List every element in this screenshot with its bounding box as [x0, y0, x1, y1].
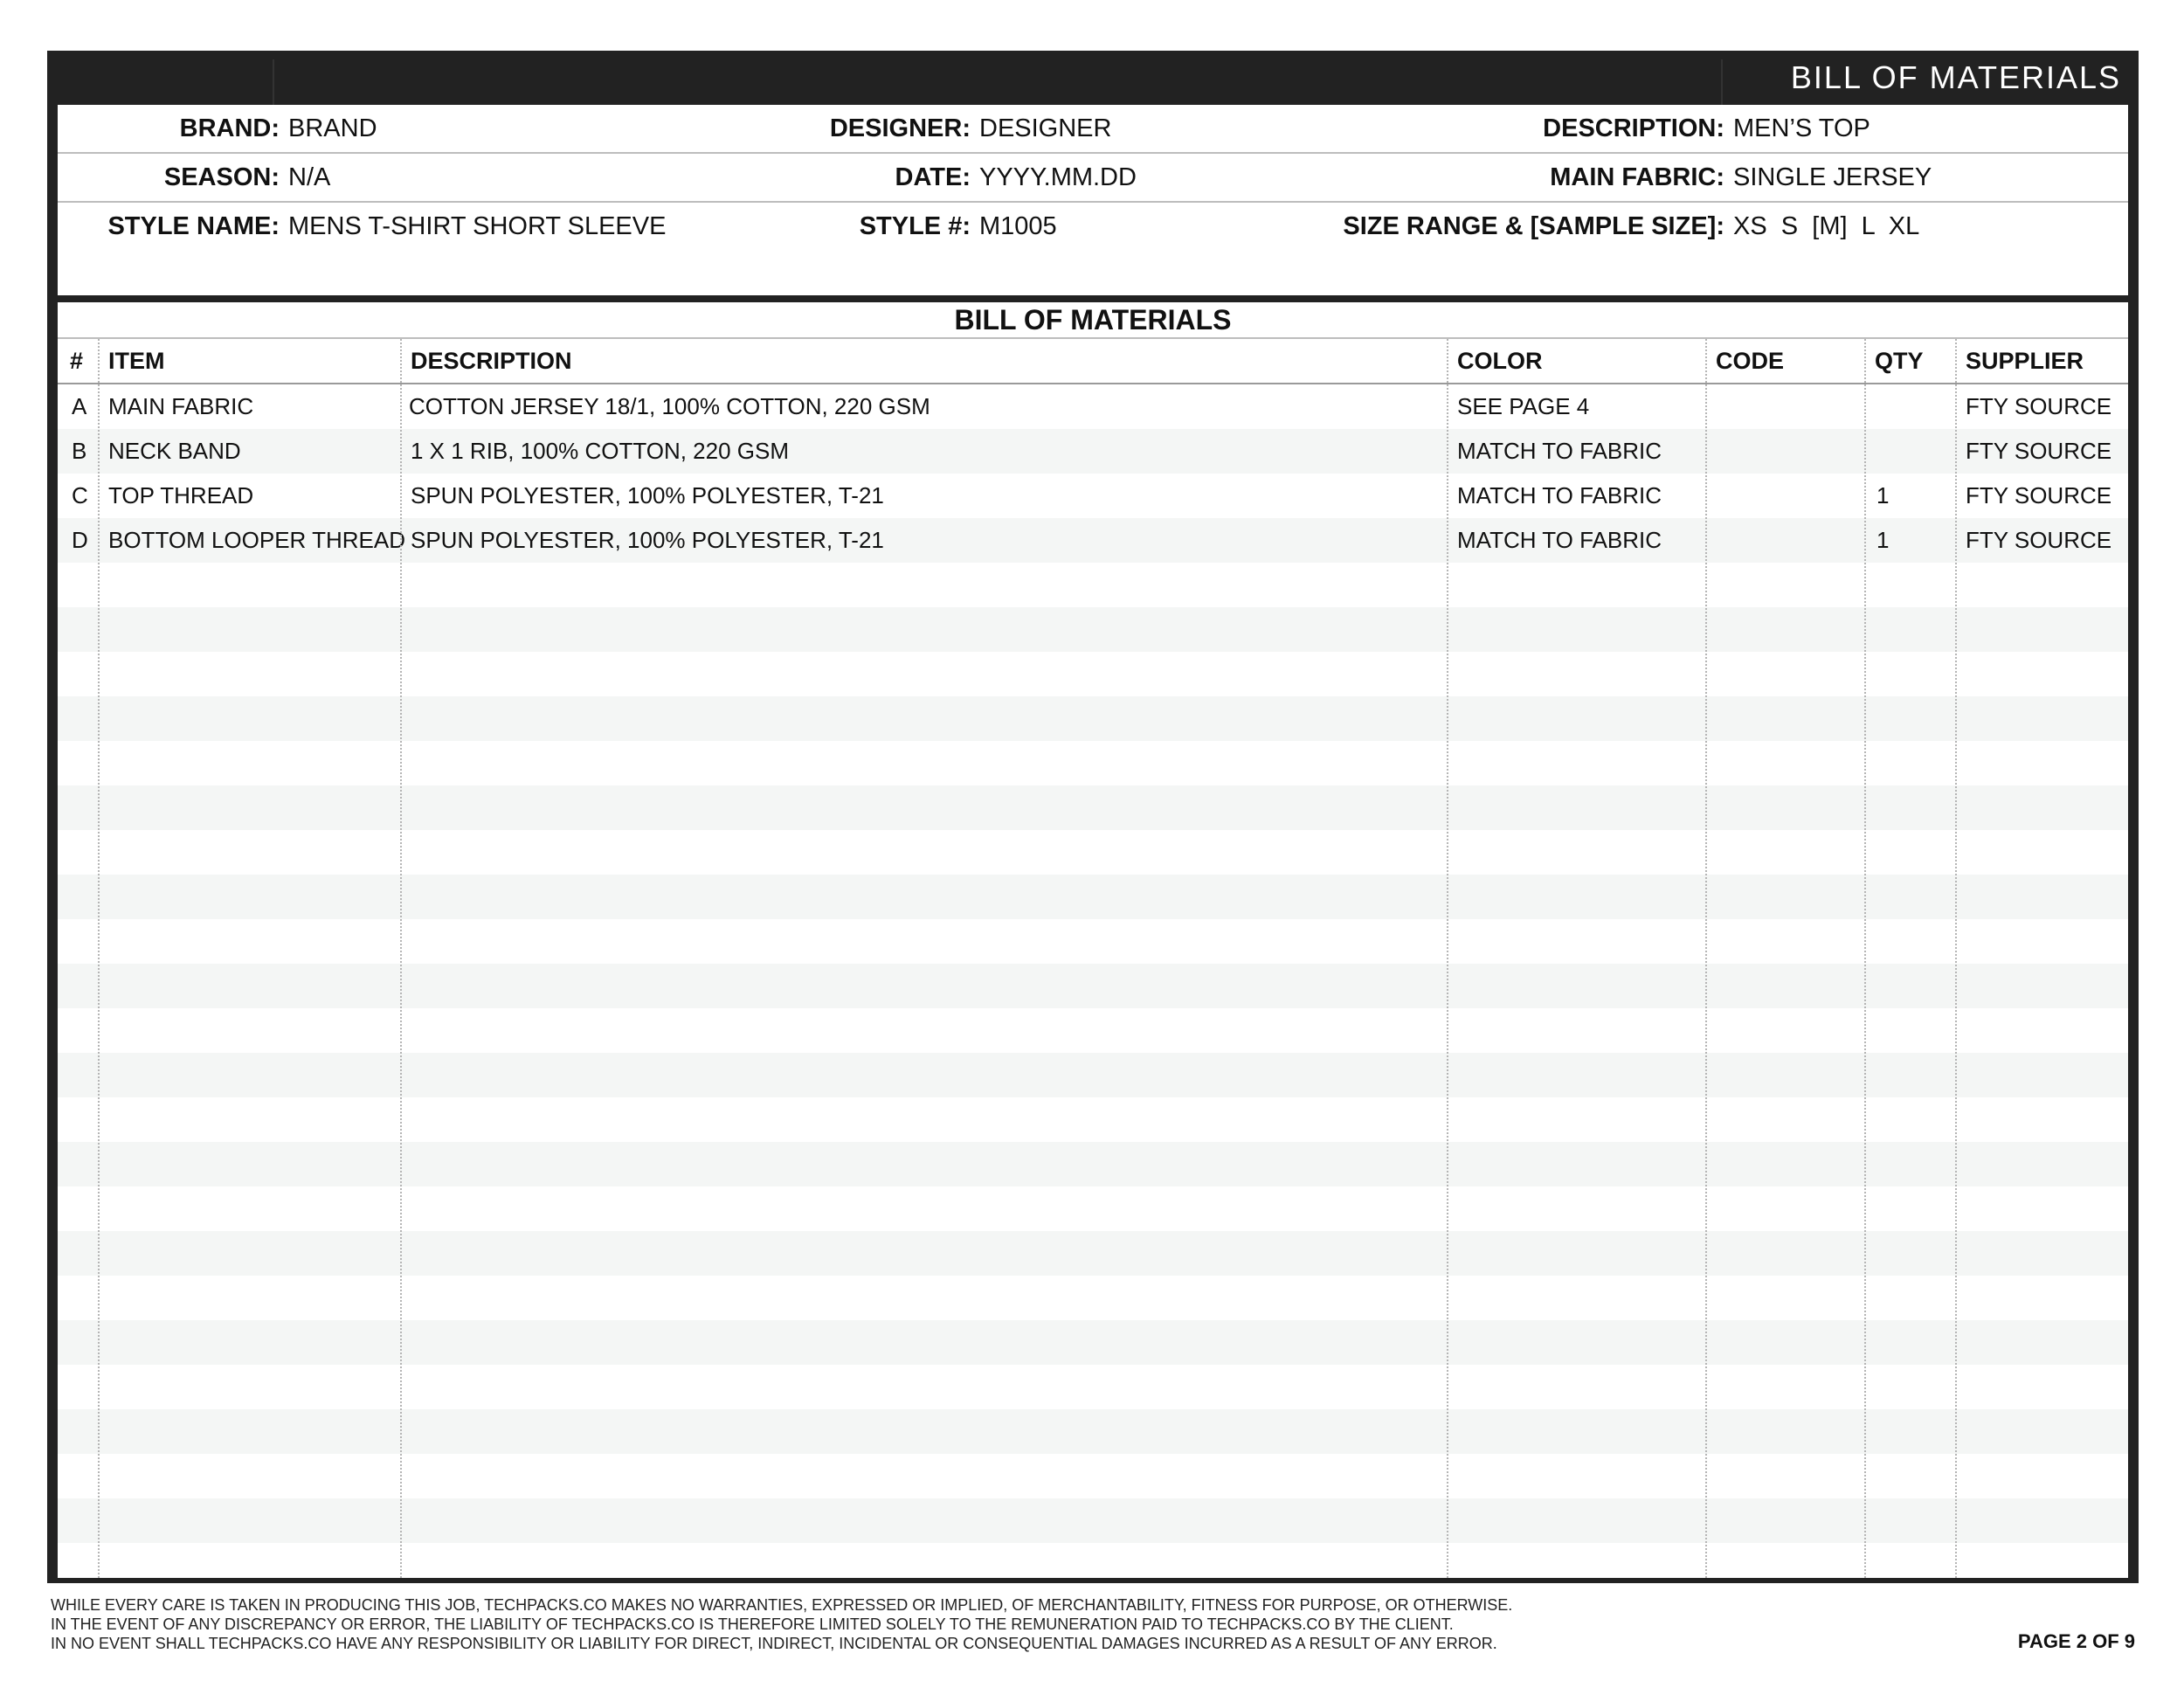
header-band: [47, 51, 2139, 105]
column-header-description: DESCRIPTION: [411, 348, 572, 374]
empty-row: [58, 652, 2128, 696]
table-body: [58, 384, 2128, 1578]
color-cell: MATCH TO FABRIC: [1457, 438, 1662, 464]
style-name-value: MENS T-SHIRT SHORT SLEEVE: [288, 212, 667, 240]
header-divider: [1721, 59, 1723, 105]
column-header-code: CODE: [1716, 348, 1785, 374]
empty-row: [58, 1142, 2128, 1186]
description-cell: SPUN POLYESTER, 100% POLYESTER, T-21: [411, 527, 884, 553]
column-divider: [1864, 339, 1866, 1578]
document-frame: [47, 51, 2139, 1583]
style-info-block: [58, 105, 2128, 297]
description-cell: SPUN POLYESTER, 100% POLYESTER, T-21: [411, 482, 884, 508]
column-divider: [1705, 339, 1707, 1578]
table-row: [58, 429, 2128, 474]
color-cell: MATCH TO FABRIC: [1457, 527, 1662, 553]
empty-row: [58, 1365, 2128, 1409]
column-divider: [400, 339, 402, 1578]
table-row: [58, 518, 2128, 563]
row-number: C: [72, 482, 88, 508]
empty-row: [58, 919, 2128, 964]
empty-row: [58, 830, 2128, 875]
item-cell: NECK BAND: [108, 438, 241, 464]
qty-cell: 1: [1876, 527, 1890, 553]
table-header-row: [58, 339, 2128, 384]
date-label: DATE:: [895, 163, 971, 191]
disclaimer-line: IN NO EVENT SHALL TECHPACKS.CO HAVE ANY RESPONSIBILITY OR LIABILITY FOR DIRECT, INDIRECT, INCIDENTAL OR CONSEQUENTIAL DAMAGES INCURRED AS A RESULT OF ANY ERROR.: [51, 1635, 1497, 1652]
disclaimer-line: IN THE EVENT OF ANY DISCREPANCY OR ERROR, THE LIABILITY OF TECHPACKS.CO IS THEREFORE LIMITED SOLELY TO THE REMUNERATION PAID TO TECHPACKS.CO BY THE CLIENT.: [51, 1615, 1454, 1633]
page-number: PAGE 2 OF 9: [2017, 1630, 2135, 1652]
style-name-label: STYLE NAME:: [107, 212, 280, 240]
table-row: [58, 384, 2128, 429]
style-number-label: STYLE #:: [859, 212, 971, 240]
bom-table-title: BILL OF MATERIALS: [58, 302, 2128, 339]
empty-row: [58, 1008, 2128, 1053]
empty-row: [58, 964, 2128, 1008]
qty-cell: 1: [1876, 482, 1890, 508]
supplier-cell: FTY SOURCE: [1966, 527, 2112, 553]
header-divider: [273, 59, 274, 105]
disclaimer: [51, 1595, 1711, 1653]
bom-table: [58, 302, 2128, 1578]
table-row: [58, 474, 2128, 518]
description-value: MEN’S TOP: [1733, 114, 1870, 142]
column-header-qty: QTY: [1875, 348, 1924, 374]
column-divider: [1447, 339, 1448, 1578]
item-cell: TOP THREAD: [108, 482, 254, 508]
supplier-cell: FTY SOURCE: [1966, 482, 2112, 508]
empty-row: [58, 875, 2128, 919]
info-row-3: [58, 203, 2128, 250]
description-cell: 1 X 1 RIB, 100% COTTON, 220 GSM: [411, 438, 790, 464]
empty-row: [58, 741, 2128, 785]
column-header-color: COLOR: [1457, 348, 1543, 374]
main-fabric-label: MAIN FABRIC:: [1550, 163, 1724, 191]
empty-row: [58, 1320, 2128, 1365]
season-value: N/A: [288, 163, 331, 191]
empty-row: [58, 1409, 2128, 1454]
supplier-cell: FTY SOURCE: [1966, 438, 2112, 464]
empty-row: [58, 1231, 2128, 1276]
main-fabric-value: SINGLE JERSEY: [1733, 163, 1932, 191]
column-header-supplier: SUPPLIER: [1966, 348, 2084, 374]
empty-row: [58, 1186, 2128, 1231]
row-number: B: [72, 438, 87, 464]
column-divider: [98, 339, 100, 1578]
info-row-2: [58, 154, 2128, 203]
info-row-1: [58, 105, 2128, 154]
description-cell: COTTON JERSEY 18/1, 100% COTTON, 220 GSM: [409, 393, 930, 419]
column-header-item: ITEM: [108, 348, 165, 374]
supplier-cell: FTY SOURCE: [1966, 393, 2112, 419]
empty-row: [58, 696, 2128, 741]
page-title: BILL OF MATERIALS: [1790, 59, 2121, 95]
style-number-value: M1005: [979, 212, 1057, 240]
empty-row: [58, 1053, 2128, 1097]
color-cell: SEE PAGE 4: [1457, 393, 1590, 419]
season-label: SEASON:: [163, 163, 280, 191]
item-cell: BOTTOM LOOPER THREAD: [108, 527, 405, 553]
brand-label: BRAND:: [179, 114, 280, 142]
empty-row: [58, 563, 2128, 607]
designer-label: DESIGNER:: [829, 114, 971, 142]
size-range-value: XS S [M] L XL: [1733, 212, 1920, 240]
row-number: D: [72, 527, 88, 553]
size-range-label: SIZE RANGE & [SAMPLE SIZE]:: [1343, 212, 1724, 240]
disclaimer-line: WHILE EVERY CARE IS TAKEN IN PRODUCING THIS JOB, TECHPACKS.CO MAKES NO WARRANTIES, EXPRESSED OR IMPLIED, OF MERCHANTABILITY, FITNESS FOR PURPOSE, OR OTHERWISE.: [51, 1596, 1513, 1614]
empty-row: [58, 1276, 2128, 1320]
brand-value: BRAND: [288, 114, 377, 142]
description-label: DESCRIPTION:: [1543, 114, 1724, 142]
date-value: YYYY.MM.DD: [979, 163, 1137, 191]
empty-row: [58, 607, 2128, 652]
color-cell: MATCH TO FABRIC: [1457, 482, 1662, 508]
empty-row: [58, 1454, 2128, 1498]
empty-row: [58, 785, 2128, 830]
empty-row: [58, 1097, 2128, 1142]
row-number: A: [72, 393, 87, 419]
column-divider: [1955, 339, 1957, 1578]
item-cell: MAIN FABRIC: [108, 393, 254, 419]
copyright-banner: © COPYRIGHT OF BRAND NAME 2023. THIS DESIGN IS THE PROPERTY OF BRAND NAME.: [488, 1544, 1697, 1568]
column-header-number: #: [70, 348, 84, 374]
divider: [58, 295, 2128, 301]
designer-value: DESIGNER: [979, 114, 1112, 142]
